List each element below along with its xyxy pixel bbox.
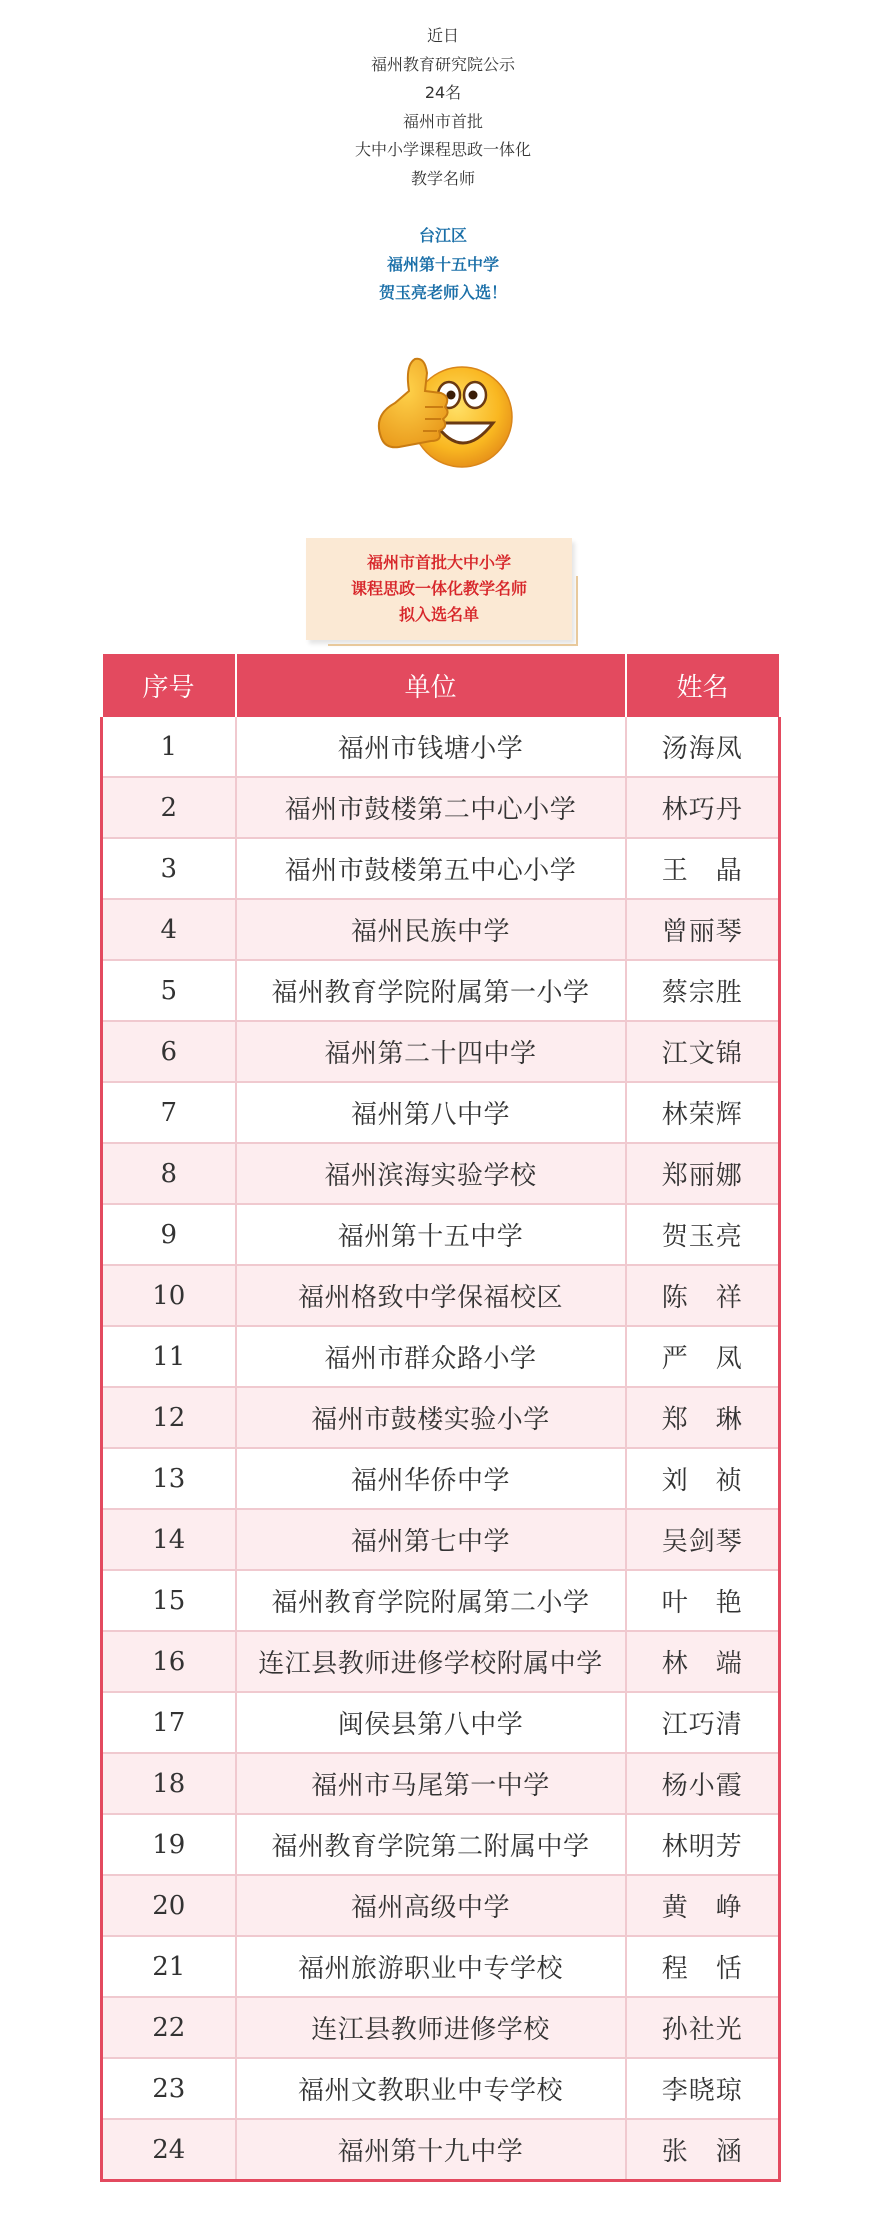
cell-name: 曾丽琴 [626, 899, 780, 960]
cell-name: 刘 祯 [626, 1448, 780, 1509]
cell-number: 12 [102, 1387, 236, 1448]
header-unit: 单位 [236, 654, 626, 717]
cell-number: 5 [102, 960, 236, 1021]
cell-number: 6 [102, 1021, 236, 1082]
table-row [102, 1875, 780, 1936]
intro-line: 24名 [424, 83, 462, 103]
cell-name: 林巧丹 [626, 777, 780, 838]
banner-title-line: 福州市首批大中小学 [366, 553, 511, 572]
cell-number: 22 [102, 1997, 236, 2058]
table-row [102, 2119, 780, 2181]
candidate-table [100, 654, 781, 2182]
cell-unit: 福州第七中学 [236, 1509, 626, 1570]
table-row [102, 899, 780, 960]
cell-name: 江巧清 [626, 1692, 780, 1753]
header-name: 姓名 [626, 654, 780, 717]
cell-number: 1 [102, 717, 236, 777]
cell-name: 江文锦 [626, 1021, 780, 1082]
cell-number: 3 [102, 838, 236, 899]
highlight-line: 贺玉亮老师入选！ [378, 283, 507, 303]
cell-unit: 福州旅游职业中专学校 [236, 1936, 626, 1997]
cell-name: 黄 峥 [626, 1875, 780, 1936]
cell-number: 7 [102, 1082, 236, 1143]
cell-unit: 福州市钱塘小学 [236, 717, 626, 777]
cell-unit: 福州文教职业中专学校 [236, 2058, 626, 2119]
banner-border-decoration [328, 644, 578, 646]
cell-unit: 福州市群众路小学 [236, 1326, 626, 1387]
cell-number: 9 [102, 1204, 236, 1265]
cell-name: 王 晶 [626, 838, 780, 899]
cell-unit: 福州格致中学保福校区 [236, 1265, 626, 1326]
table-row [102, 1387, 780, 1448]
cell-number: 4 [102, 899, 236, 960]
cell-unit: 福州民族中学 [236, 899, 626, 960]
cell-number: 20 [102, 1875, 236, 1936]
table-row [102, 1936, 780, 1997]
list-title-banner [306, 538, 572, 640]
table-row [102, 1204, 780, 1265]
cell-number: 23 [102, 2058, 236, 2119]
table-row [102, 1814, 780, 1875]
cell-number: 10 [102, 1265, 236, 1326]
table-row [102, 960, 780, 1021]
cell-name: 陈 祥 [626, 1265, 780, 1326]
cell-name: 杨小霞 [626, 1753, 780, 1814]
cell-number: 2 [102, 777, 236, 838]
cell-unit: 福州市鼓楼实验小学 [236, 1387, 626, 1448]
cell-number: 11 [102, 1326, 236, 1387]
cell-name: 叶 艳 [626, 1570, 780, 1631]
cell-number: 16 [102, 1631, 236, 1692]
table-row [102, 1753, 780, 1814]
intro-line: 教学名师 [410, 168, 475, 188]
intro-line: 大中小学课程思政一体化 [354, 140, 531, 160]
intro-line: 福州教育研究院公示 [370, 54, 515, 74]
header-number: 序号 [102, 654, 236, 717]
table-row [102, 1509, 780, 1570]
cell-number: 8 [102, 1143, 236, 1204]
cell-name: 林明芳 [626, 1814, 780, 1875]
cell-unit: 福州第八中学 [236, 1082, 626, 1143]
cell-number: 18 [102, 1753, 236, 1814]
table-row [102, 2058, 780, 2119]
cell-name: 林 端 [626, 1631, 780, 1692]
highlight-line: 台江区 [418, 226, 467, 245]
table-body [102, 717, 780, 2181]
cell-name: 张 涵 [626, 2119, 780, 2181]
table-row [102, 1448, 780, 1509]
table-row [102, 1997, 780, 2058]
cell-unit: 福州教育学院附属第一小学 [236, 960, 626, 1021]
table-row [102, 717, 780, 777]
cell-unit: 福州滨海实验学校 [236, 1143, 626, 1204]
table-row [102, 1082, 780, 1143]
table-row [102, 1143, 780, 1204]
intro-line: 近日 [426, 26, 459, 45]
cell-unit: 连江县教师进修学校附属中学 [236, 1631, 626, 1692]
table-row [102, 1021, 780, 1082]
cell-number: 24 [102, 2119, 236, 2181]
cell-number: 13 [102, 1448, 236, 1509]
cell-unit: 闽侯县第八中学 [236, 1692, 626, 1753]
cell-unit: 连江县教师进修学校 [236, 1997, 626, 2058]
cell-name: 汤海凤 [626, 717, 780, 777]
table-row [102, 1326, 780, 1387]
banner-border-decoration [576, 576, 578, 646]
cell-number: 14 [102, 1509, 236, 1570]
cell-unit: 福州教育学院附属第二小学 [236, 1570, 626, 1631]
cell-name: 程 恬 [626, 1936, 780, 1997]
cell-name: 贺玉亮 [626, 1204, 780, 1265]
table-row [102, 777, 780, 838]
table-header-row [102, 654, 780, 717]
cell-unit: 福州市鼓楼第五中心小学 [236, 838, 626, 899]
cell-unit: 福州市马尾第一中学 [236, 1753, 626, 1814]
cell-number: 21 [102, 1936, 236, 1997]
banner-title-line: 拟入选名单 [398, 605, 479, 624]
banner-title-line: 课程思政一体化教学名师 [350, 579, 527, 598]
cell-unit: 福州市鼓楼第二中心小学 [236, 777, 626, 838]
cell-name: 林荣辉 [626, 1082, 780, 1143]
cell-unit: 福州教育学院第二附属中学 [236, 1814, 626, 1875]
highlight-line: 福州第十五中学 [386, 254, 499, 274]
cell-name: 郑 琳 [626, 1387, 780, 1448]
table-row [102, 1570, 780, 1631]
thumbs-up-smiley-icon [365, 345, 515, 473]
cell-unit: 福州华侨中学 [236, 1448, 626, 1509]
cell-name: 孙社光 [626, 1997, 780, 2058]
cell-name: 郑丽娜 [626, 1143, 780, 1204]
cell-number: 17 [102, 1692, 236, 1753]
cell-unit: 福州第十九中学 [236, 2119, 626, 2181]
banner-title [306, 550, 572, 628]
cell-unit: 福州高级中学 [236, 1875, 626, 1936]
cell-unit: 福州第十五中学 [236, 1204, 626, 1265]
cell-name: 吴剑琴 [626, 1509, 780, 1570]
cell-unit: 福州第二十四中学 [236, 1021, 626, 1082]
table-row [102, 1692, 780, 1753]
highlight-text [0, 222, 886, 308]
table-row [102, 1265, 780, 1326]
cell-number: 19 [102, 1814, 236, 1875]
table-row [102, 838, 780, 899]
intro-text [0, 22, 886, 194]
cell-name: 李晓琼 [626, 2058, 780, 2119]
intro-line: 福州市首批 [402, 111, 483, 131]
cell-name: 严 凤 [626, 1326, 780, 1387]
cell-name: 蔡宗胜 [626, 960, 780, 1021]
table-row [102, 1631, 780, 1692]
cell-number: 15 [102, 1570, 236, 1631]
